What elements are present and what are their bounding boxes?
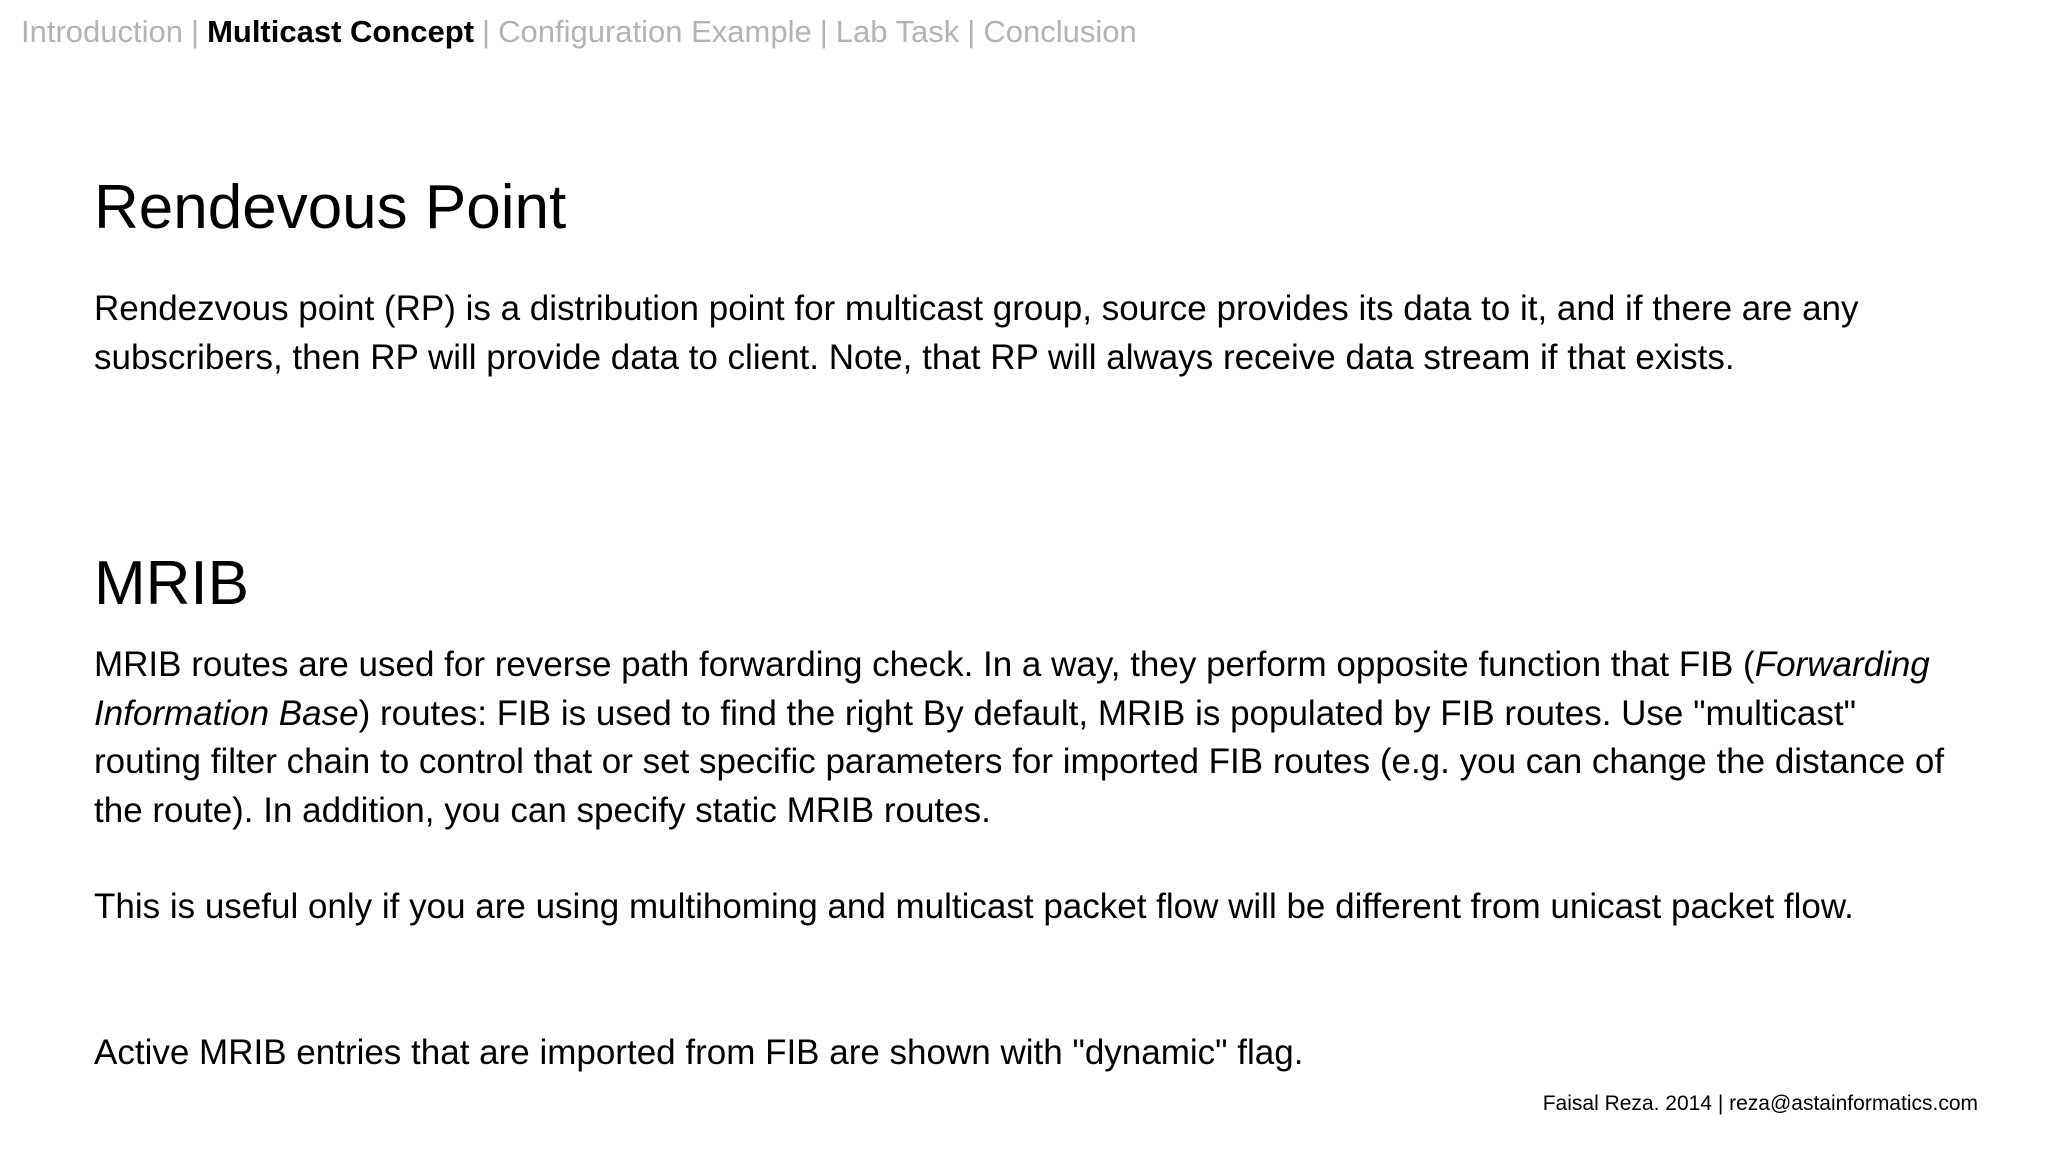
mrib-paragraph-italic-term: Forwarding Information Base [94, 645, 1930, 733]
section-breadcrumb [21, 12, 1137, 52]
footer-credit: Faisal Reza. 2014 | reza@astainformatics.com [1542, 1092, 1978, 1115]
mrib-multihoming-note: This is useful only if you are using multihoming and multicast packet flow will be different from unicast packet flow. [94, 887, 1854, 926]
nav-item-configuration-example[interactable]: Configuration Example [498, 14, 812, 49]
nav-item-multicast-concept[interactable]: Multicast Concept [207, 14, 475, 49]
mrib-paragraph [94, 641, 1954, 835]
rendezvous-point-heading: Rendevous Point [94, 173, 567, 242]
nav-item-lab-task[interactable]: Lab Task [835, 14, 960, 49]
nav-separator: | [191, 14, 200, 49]
nav-separator: | [967, 14, 976, 49]
nav-item-conclusion[interactable]: Conclusion [983, 14, 1137, 49]
nav-separator: | [819, 14, 828, 49]
nav-separator: | [482, 14, 491, 49]
mrib-paragraph-text: ) routes: FIB is used to find the right By default, MRIB is populated by FIB routes. Use "multicast" routing filter chain to control that or set specific parameters for imported FIB routes (e.g. you can change the distance of the route). In addition, you can specify static MRIB routes. [94, 693, 1945, 830]
mrib-paragraph-text: MRIB routes are used for reverse path forwarding check. In a way, they perform opposite function that FIB ( [94, 645, 1755, 684]
mrib-heading: MRIB [94, 549, 249, 618]
mrib-dynamic-flag-note: Active MRIB entries that are imported from FIB are shown with "dynamic" flag. [94, 1033, 1304, 1072]
nav-item-introduction[interactable]: Introduction [21, 14, 183, 49]
rendezvous-point-paragraph: Rendezvous point (RP) is a distribution point for multicast group, source provides its data to it, and if there are any subscribers, then RP will provide data to client. Note, that RP will always receive data stream if that exists. [94, 289, 1859, 377]
